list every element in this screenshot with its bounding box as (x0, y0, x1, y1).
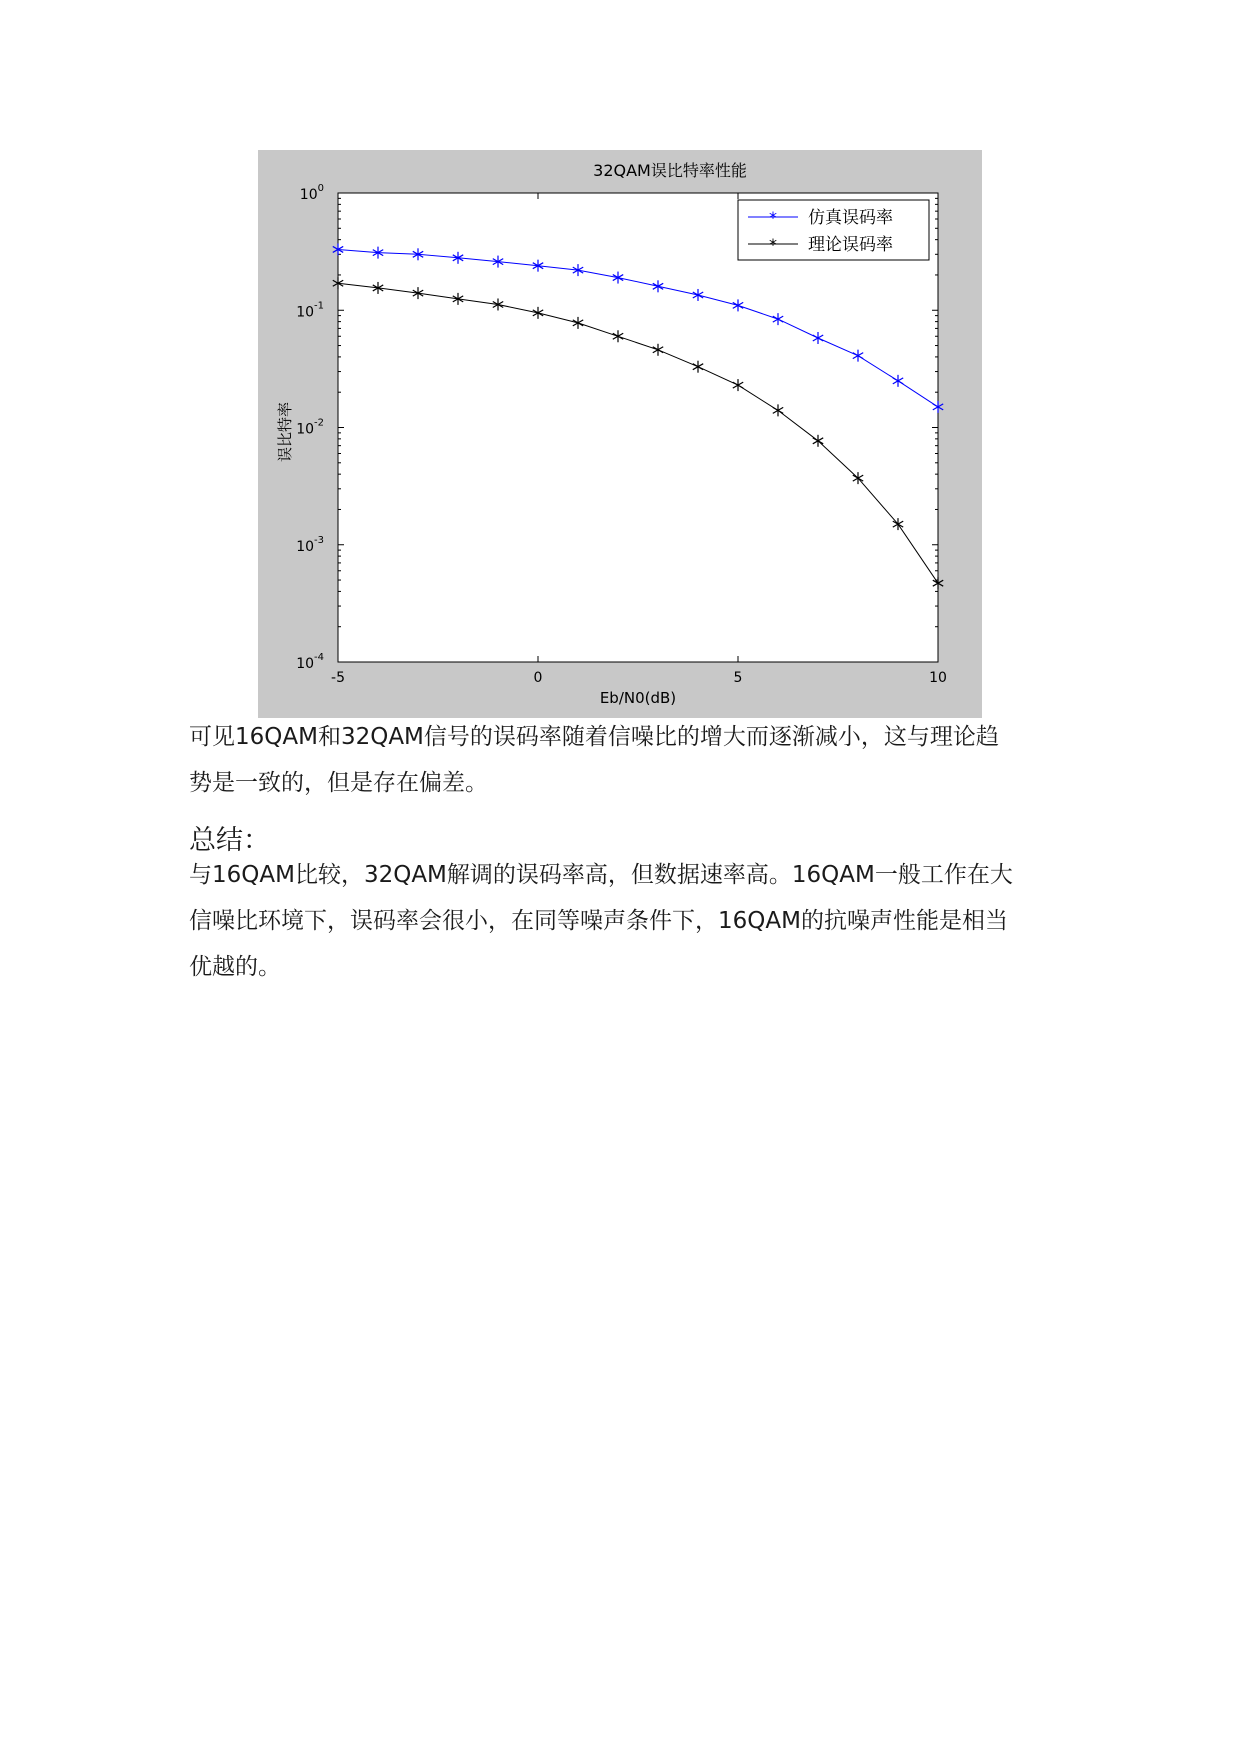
paragraph-line: 信噪比环境下，误码率会很小，在同等噪声条件下，16QAM的抗噪声性能是相当 (189, 908, 1008, 934)
y-tick-exponent: -2 (314, 417, 324, 429)
y-tick-exponent: -3 (314, 534, 324, 546)
y-tick-base: 10 (296, 656, 315, 672)
y-tick-label (300, 183, 324, 203)
legend-marker-sim: * (769, 208, 777, 227)
x-tick-label: 10 (929, 670, 947, 686)
ber-chart (258, 150, 982, 718)
y-tick-base: 10 (296, 421, 315, 438)
y-tick-exponent: 0 (317, 183, 324, 194)
legend-label-theory: 理论误码率 (808, 235, 893, 255)
y-tick-label (296, 300, 324, 320)
paragraph-line: 势是一致的，但是存在偏差。 (189, 770, 488, 796)
x-axis-label: Eb/N0(dB) (599, 689, 677, 707)
y-tick-label (296, 418, 324, 438)
y-tick-label (296, 535, 324, 555)
paragraph-line: 可见16QAM和32QAM信号的误码率随着信噪比的增大而逐渐减小，这与理论趋 (189, 724, 999, 750)
chart-title: 32QAM误比特率性能 (593, 161, 747, 180)
x-tick-labels (331, 670, 947, 686)
paragraph-summary (189, 852, 1059, 990)
legend-label-sim: 仿真误码率 (808, 208, 893, 228)
legend-marker-theory: * (769, 235, 777, 254)
paragraph-line: 优越的。 (189, 954, 281, 980)
x-tick-label: -5 (331, 670, 345, 686)
y-tick-base: 10 (296, 304, 315, 321)
paragraph-observation (189, 714, 1059, 806)
paragraph-line: 与16QAM比较，32QAM解调的误码率高，但数据速率高。16QAM一般工作在大 (189, 862, 1013, 888)
y-tick-base: 10 (296, 538, 315, 555)
plot-area (338, 193, 938, 662)
summary-heading: 总结： (189, 825, 270, 856)
y-tick-exponent: -1 (314, 300, 324, 312)
y-tick-labels (296, 183, 324, 672)
ber-chart-figure (258, 150, 982, 718)
x-tick-label: 0 (533, 670, 543, 686)
y-tick-label (296, 652, 324, 672)
x-tick-label: 5 (733, 670, 743, 686)
legend (738, 200, 929, 260)
y-axis-label: 误比特率 (276, 401, 294, 463)
y-tick-base: 10 (299, 187, 318, 203)
y-tick-exponent: -4 (314, 652, 324, 663)
